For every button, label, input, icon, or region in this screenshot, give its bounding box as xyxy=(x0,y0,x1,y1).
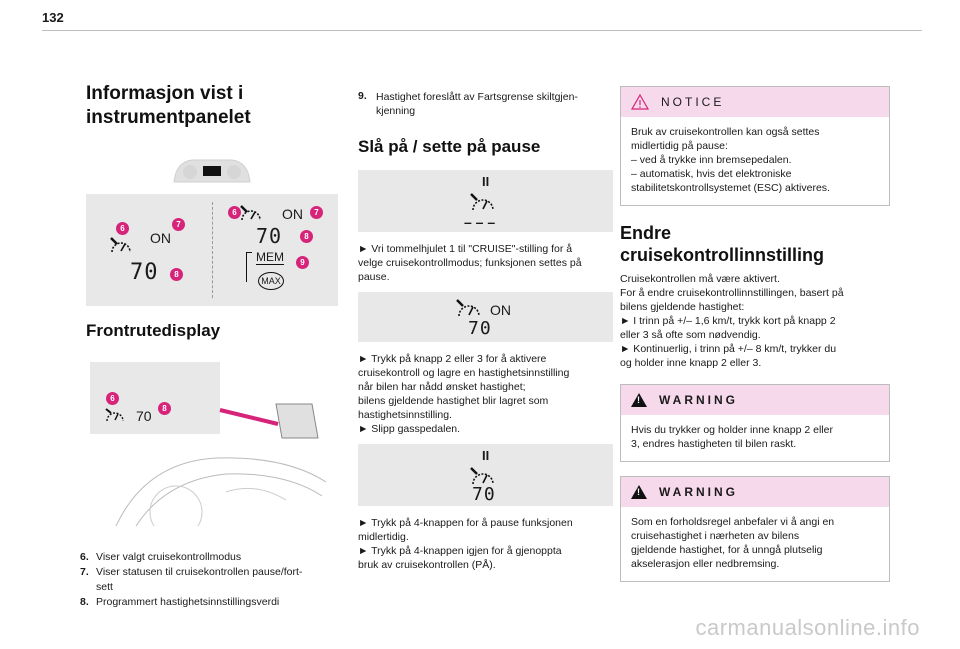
speed-right: 70 xyxy=(256,224,283,248)
status-on: ON xyxy=(490,302,511,318)
legend-item: 6. Viser valgt cruisekontrollmodus xyxy=(80,551,242,563)
notice-triangle-icon xyxy=(631,94,649,110)
top-rule xyxy=(42,30,922,31)
legend-list xyxy=(80,550,338,609)
badge-8: 8 xyxy=(170,268,183,281)
warning-body: Hvis du trykker og holder inne knapp 2 eller 3, endres hastigheten til bilen raskt. xyxy=(631,424,833,450)
figure-pause xyxy=(358,170,613,232)
watermark: carmanualsonline.info xyxy=(695,615,920,640)
item-9: 9. Hastighet foreslått av Fartsgrense skiltgjen- kjenning xyxy=(358,90,578,117)
speed-left: 70 xyxy=(130,260,159,285)
notice-box xyxy=(620,86,890,206)
heading-activate: Slå på / sette på pause xyxy=(358,137,541,156)
pause-icon: II xyxy=(482,448,490,463)
warning-title: WARNING xyxy=(659,485,738,499)
cruise-speedometer-icon xyxy=(454,296,482,320)
hud-badge-6: 6 xyxy=(106,392,119,405)
badge-9: 9 xyxy=(296,256,309,269)
paragraph-2: ► Trykk på knapp 2 eller 3 for å aktivere cruisekontroll og lagre en hastighetsinnstilling når bilen har nådd ønsket hastighet; bilens gjeldende hastighet blir lagret som hastighetsinnstilling. ► Slipp gasspedalen. xyxy=(358,353,570,435)
max-label: MAX xyxy=(258,272,284,290)
hud-badge-8: 8 xyxy=(158,402,171,415)
column-2 xyxy=(358,90,613,572)
badge-8-right: 8 xyxy=(300,230,313,243)
status-on-right: ON xyxy=(282,206,303,222)
legend-item: 8. Programmert hastighetsinnstillingsverdi xyxy=(80,596,280,608)
column-1 xyxy=(80,82,338,610)
cruise-speedometer-icon xyxy=(108,234,134,258)
windshield-drawing xyxy=(86,362,338,526)
mem-label: MEM xyxy=(256,250,284,264)
cluster-figure xyxy=(86,194,338,306)
paragraph-1: ► Vri tommelhjulet 1 til "CRUISE"-stilling for å velge cruisekontrollmodus; funksjonen settes på pause. xyxy=(358,243,582,283)
dash-speed: – – – xyxy=(464,214,496,230)
legend-item: sett xyxy=(96,581,113,593)
badge-6: 6 xyxy=(116,222,129,235)
figure-on xyxy=(358,292,613,342)
page-number: 132 xyxy=(42,10,64,25)
warning-box-2 xyxy=(620,476,890,582)
warning-title: WARNING xyxy=(659,393,738,407)
heading-change: Endre cruisekontrollinnstilling xyxy=(620,223,825,265)
figure-paused xyxy=(358,444,613,506)
legend-item: 7. Viser statusen til cruisekontrollen pause/fort- xyxy=(80,566,303,578)
warning-body: Som en forholdsregel anbefaler vi å angi en cruisehastighet i nærheten av bilens gjeldende hastighet, for å unngå plutselig akselerasjon eller nedbremsing. xyxy=(631,516,835,570)
badge-7: 7 xyxy=(172,218,185,231)
warning-header xyxy=(621,385,889,415)
column-3 xyxy=(620,86,890,582)
hud-speed: 70 xyxy=(136,408,152,424)
speed: 70 xyxy=(472,484,496,505)
cruise-speedometer-icon xyxy=(468,190,496,214)
speed: 70 xyxy=(468,318,492,339)
warning-triangle-icon xyxy=(631,485,647,499)
mem-bracket xyxy=(246,252,252,282)
status-on-left: ON xyxy=(150,230,171,246)
dashboard-icon xyxy=(170,156,254,186)
cruise-speedometer-icon-right xyxy=(238,202,264,226)
badge-6-right: 6 xyxy=(228,206,241,219)
notice-title: NOTICE xyxy=(661,95,725,109)
hud-figure xyxy=(86,362,338,526)
paragraph-change: Cruisekontrollen må være aktivert. For å endre cruisekontrollinnstillingen, basert på bilens gjeldende hastighet: ► I trinn på +/– 1,6 km/t, trykk kort på knapp 2 eller 3 så ofte som nødvendig. ► Kontinuerlig, i trinn på +/– 8 km/t, trykker du og holder inne knapp 2 eller 3. xyxy=(620,273,844,369)
badge-7-right: 7 xyxy=(310,206,323,219)
warning-triangle-icon xyxy=(631,393,647,407)
warning-box-1 xyxy=(620,384,890,462)
divider xyxy=(212,202,213,298)
heading-info-title: Informasjon vist i instrumentpanelet xyxy=(86,83,251,128)
pause-icon: II xyxy=(482,174,490,189)
heading-hud: Frontrutedisplay xyxy=(86,321,221,340)
notice-header xyxy=(621,87,889,117)
paragraph-3: ► Trykk på 4-knappen for å pause funksjonen midlertidig. ► Trykk på 4-knappen igjen for å gjenoppta bruk av cruisekontrollen (PÅ). xyxy=(358,517,573,571)
warning-header xyxy=(621,477,889,507)
notice-body: Bruk av cruisekontrollen kan også settes midlertidig på pause: – ved å trykke inn bremsepedalen. – automatisk, hvis det elektroniske stabilitetskontrollsystemet (ESC) aktiveres. xyxy=(631,126,830,194)
